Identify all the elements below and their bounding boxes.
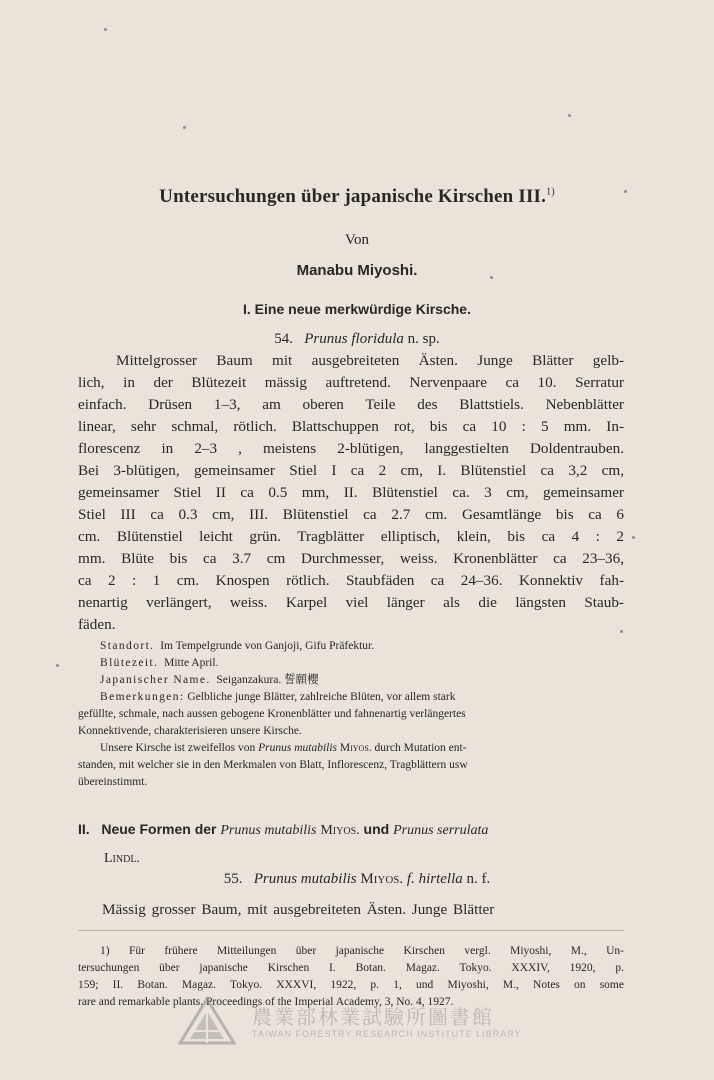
note-bemerkungen: Bemerkungen: Gelbliche junge Blätter, zahlreiche Blüten, vor allem stark xyxy=(100,691,456,703)
paper-title: Untersuchungen über japanische Kirschen III.$^{1)}$ xyxy=(159,186,555,207)
desc-line: Mässig grosser Baum, mit ausgebreiteten Ästen. Junge Blätter xyxy=(102,901,495,918)
scan-speck xyxy=(183,126,186,129)
footnote-line: 1) Für frühere Mitteilungen über japanische Kirschen vergl. Miyoshi, M., Un- xyxy=(100,945,624,957)
scan-speck xyxy=(620,630,623,633)
stamp-chinese-text: 農業部林業試驗所圖書館 xyxy=(252,1005,494,1029)
footnote-rule xyxy=(78,930,624,931)
desc-line: einfach. Drüsen 1–3, am oberen Teile des Blattstiels. Nebenblätter xyxy=(78,396,624,413)
note-kirsche-line: standen, mit welcher sie in den Merkmalen von Blatt, Inflorescenz, Tragblättern usw xyxy=(78,759,468,771)
note-japanese-name: Japanischer Name. Seiganzakura. 誓願櫻 xyxy=(100,674,319,686)
desc-line: nenartig verlängert, weiss. Karpel viel länger als die längsten Staub- xyxy=(78,594,624,611)
desc-line: Stiel III ca 0.3 cm, III. Blütenstiel ca 2.7 cm. Gesamtlänge bis ca 6 xyxy=(78,506,624,523)
desc-line: lich, in der Blütezeit mässig auftretend. Nervenpaare ca 10. Serratur xyxy=(78,374,624,391)
library-logo-icon xyxy=(178,997,236,1049)
note-bemerkungen-line: gefüllte, schmale, nach aussen gebogene Kronenblätter und fahnenartig verlängertes xyxy=(78,708,466,720)
desc-line: mm. Blüte bis ca 3.7 cm Durchmesser, weiss. Kronenblätter ca 23–36, xyxy=(78,550,624,567)
scan-speck xyxy=(104,28,107,31)
scan-speck xyxy=(568,114,571,117)
species-54-heading: 54. Prunus floridula n. sp. xyxy=(274,331,440,347)
species-54-notes xyxy=(78,638,624,791)
scan-speck xyxy=(624,190,627,193)
byline-von: Von xyxy=(345,232,369,248)
desc-line: cm. Blütenstiel leicht grün. Tragblätter elliptisch, klein, bis ca 4 : 2 xyxy=(78,528,624,545)
desc-line: ca 2 : 1 cm. Knospen rötlich. Staubfäden ca 24–36. Konnektiv fah- xyxy=(78,572,624,589)
species-55-heading: 55. Prunus mutabilis Miyos. f. hirtella n. f. xyxy=(223,871,491,887)
scan-speck xyxy=(56,664,59,667)
note-kirsche-line: übereinstimmt. xyxy=(78,776,148,788)
species-54-description xyxy=(78,350,624,636)
desc-line: Mittelgrosser Baum mit ausgebreiteten Ästen. Junge Blätter gelb- xyxy=(116,352,624,369)
scan-speck xyxy=(632,536,635,539)
desc-line: linear, sehr schmal, rötlich. Blattschuppen rot, bis ca 10 : 5 mm. In- xyxy=(78,418,624,435)
scan-speck xyxy=(490,276,493,279)
footnote-line: tersuchungen über japanische Kirschen I. Botan. Magaz. Tokyo. XXXIV, 1920, p. xyxy=(78,962,624,974)
note-kirsche: Unsere Kirsche ist zweifellos von Prunus mutabilis Miyos. durch Mutation ent- xyxy=(100,742,467,754)
note-bemerkungen-line: Konnektivende, charakterisieren unsere Kirsche. xyxy=(78,725,302,737)
footnote-line: rare and remarkable plants. Proceedings of the Imperial Academy, 3, No. 4, 1927. xyxy=(78,996,454,1008)
species-55-description xyxy=(78,899,624,921)
note-standort: Standort. Im Tempelgrunde von Ganjoji, Gifu Präfektur. xyxy=(100,640,375,652)
author-name: Manabu Miyoshi. xyxy=(296,262,418,279)
title-footnote-mark: 1) xyxy=(546,186,555,198)
section-1-heading: I. Eine neue merkwürdige Kirsche. xyxy=(243,301,471,317)
stamp-english-text: TAIWAN FORESTRY RESEARCH INSTITUTE LIBRARY xyxy=(252,1029,522,1039)
desc-line: Bei 3-blütigen, gemeinsamer Stiel I ca 2 cm, I. Blütenstiel ca 3,2 cm, xyxy=(78,462,624,479)
note-bluetezeit: Blütezeit. Mitte April. xyxy=(100,657,219,669)
footnote-line: 159; II. Botan. Magaz. Tokyo. XXXVI, 1922, p. 1, und Miyoshi, M., Notes on some xyxy=(78,979,624,991)
desc-line: fäden. xyxy=(78,616,116,633)
section-2-heading: II. Neue Formen der Prunus mutabilis Miyos. und Prunus serrulata Lindl. xyxy=(78,821,489,866)
desc-line: gemeinsamer Stiel II ca 0.5 mm, II. Blütenstiel ca. 3 cm, gemeinsamer xyxy=(78,484,624,501)
desc-line: florescenz in 2–3 , meistens 2-blütigen, langgestielten Doldentrauben. xyxy=(78,440,624,457)
library-stamp-watermark xyxy=(178,997,558,1049)
